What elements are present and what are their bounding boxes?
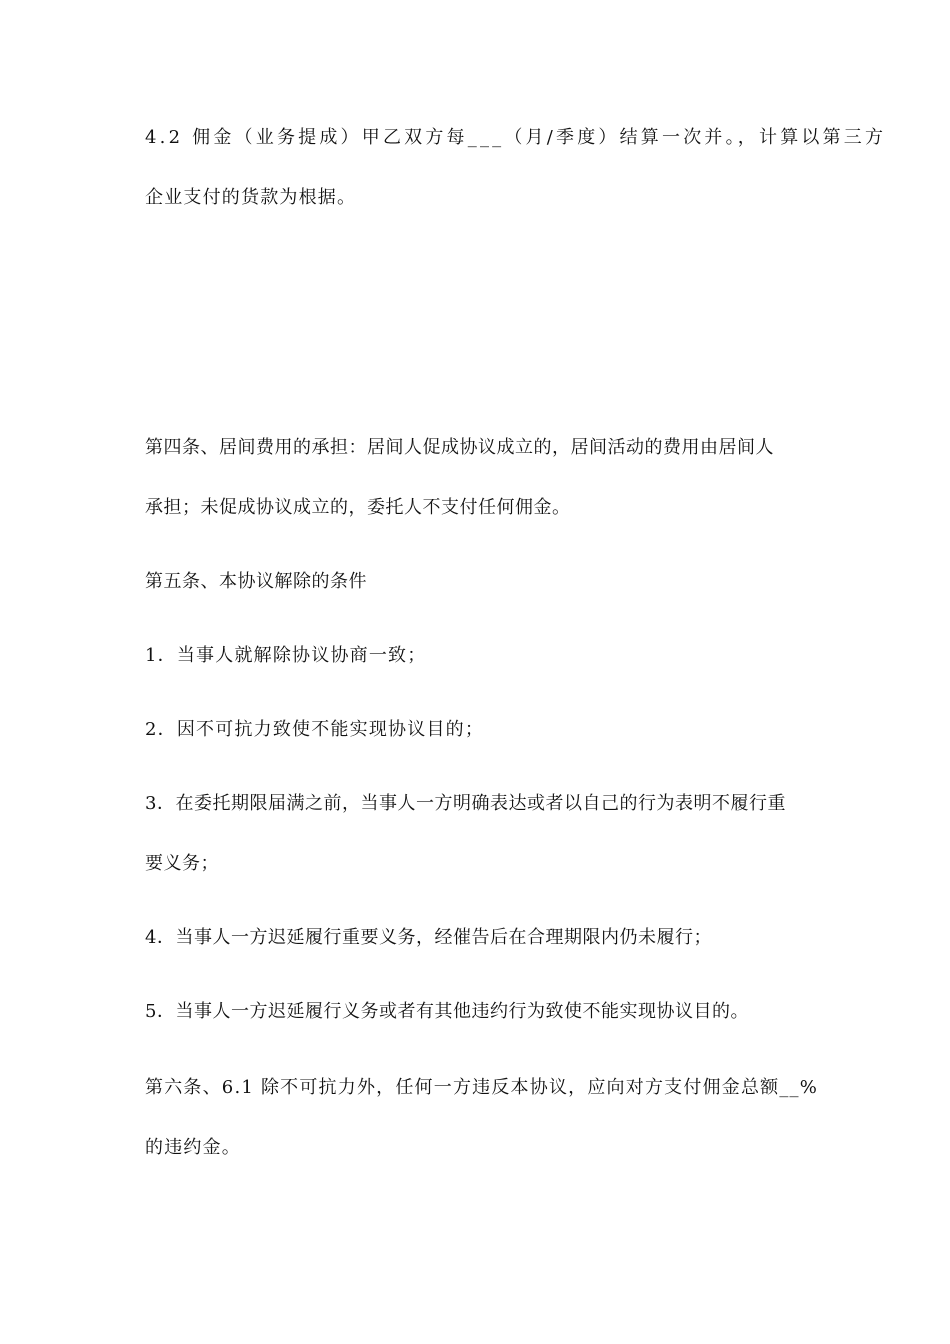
article-6-line-2: 的违约金。 [145,1137,241,1158]
list-item-5: 5．当事人一方迟延履行义务或者有其他违约行为致使不能实现协议目的。 [145,1001,749,1022]
list-item-2: 2．因不可抗力致使不能实现协议目的； [145,719,485,740]
article-6-line-1: 第六条、6.1 除不可抗力外，任何一方违反本协议，应向对方支付佣金总额__% [145,1077,819,1098]
article-4-line-1: 第四条、居间费用的承担：居间人促成协议成立的，居间活动的费用由居间人 [145,437,774,458]
paragraph-4-2-line-2: 企业支付的货款为根据。 [145,187,357,208]
list-item-4: 4．当事人一方迟延履行重要义务，经催告后在合理期限内仍未履行； [145,927,712,948]
paragraph-4-2-line-1: 4.2 佣金（业务提成）甲乙双方每___（月/季度）结算一次并。，计算以第三方 [145,127,887,148]
article-5-heading: 第五条、本协议解除的条件 [145,571,367,592]
article-4-line-2: 承担；未促成协议成立的，委托人不支付任何佣金。 [145,497,571,518]
list-item-3-line-2: 要义务； [145,853,219,874]
list-item-3-line-1: 3．在委托期限届满之前，当事人一方明确表达或者以自己的行为表明不履行重 [145,793,786,814]
list-item-1: 1．当事人就解除协议协商一致； [145,645,427,666]
